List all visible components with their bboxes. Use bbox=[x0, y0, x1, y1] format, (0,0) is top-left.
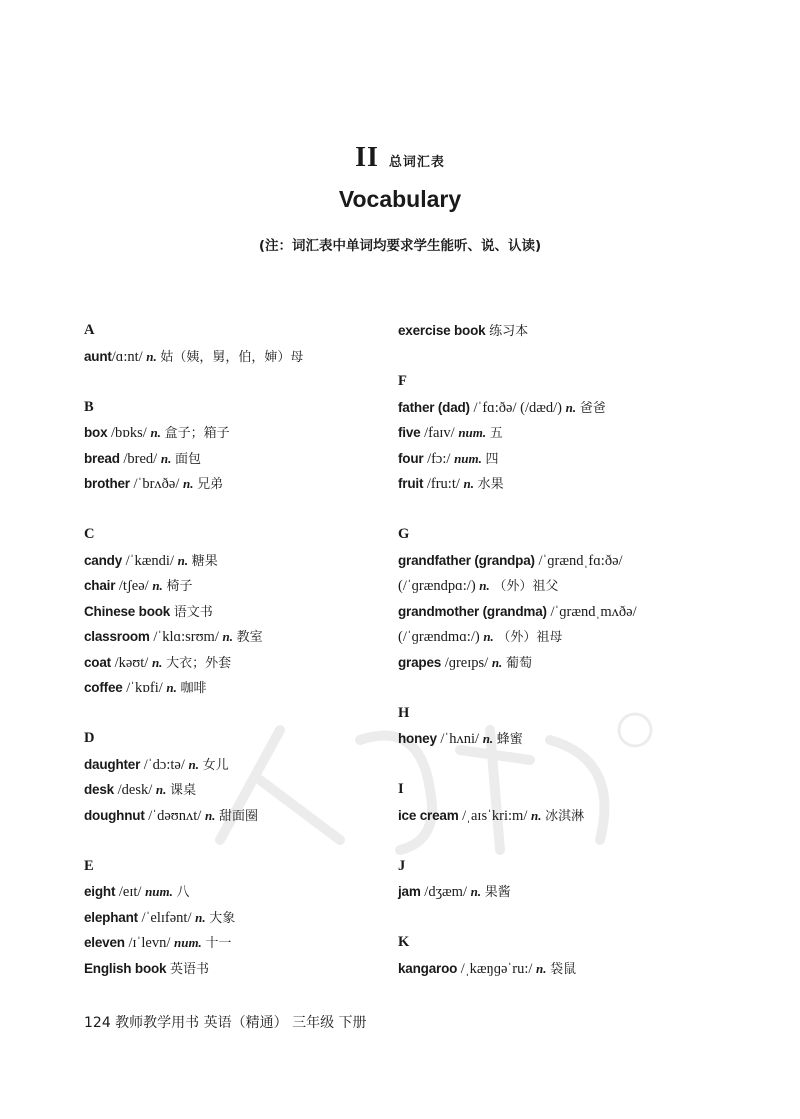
vocab-part-of-speech: n. bbox=[483, 629, 494, 644]
vocab-entry bbox=[398, 624, 728, 650]
vocab-meaning: 姑（姨，舅，伯，婶）母 bbox=[160, 349, 304, 365]
vocab-word: aunt bbox=[84, 348, 112, 364]
vocab-phonetic: /ˈklɑ:srʊm/ bbox=[149, 629, 219, 645]
vocab-part-of-speech: n. bbox=[160, 450, 172, 466]
vocab-phonetic: /fɔ:/ bbox=[423, 450, 451, 467]
vocab-phonetic: /ˈfɑ:ðə/ (/dæd/) bbox=[469, 399, 563, 416]
vocab-entry bbox=[84, 420, 384, 446]
vocabulary-note: (注：词汇表中单词均要求学生能听、说、认读) bbox=[258, 238, 542, 254]
vocab-meaning: 课桌 bbox=[169, 783, 196, 798]
vocab-phonetic: /ˈdəʊnʌt/ bbox=[144, 807, 202, 824]
vocab-entry bbox=[398, 395, 728, 421]
vocab-part-of-speech: n. bbox=[565, 399, 577, 415]
vocab-part-of-speech: n. bbox=[183, 476, 194, 491]
vocab-part-of-speech: num. bbox=[145, 884, 173, 899]
vocab-phonetic: /bred/ bbox=[119, 450, 158, 467]
vocab-entry bbox=[398, 956, 728, 982]
vocab-part-of-speech: num. bbox=[173, 935, 202, 950]
vocab-entry bbox=[398, 446, 728, 472]
page-title bbox=[0, 142, 800, 174]
vocab-entry bbox=[84, 548, 384, 574]
vocab-meaning: 十一 bbox=[205, 936, 232, 951]
vocab-phonetic: /ˈkɒfi/ bbox=[122, 680, 163, 696]
vocab-part-of-speech: n. bbox=[146, 348, 157, 364]
vocab-meaning: 兄弟 bbox=[197, 477, 224, 492]
vocab-phonetic: /eɪt/ bbox=[115, 884, 142, 900]
vocab-entry bbox=[84, 650, 384, 676]
vocab-word: father (dad) bbox=[398, 399, 470, 415]
section-letter: E bbox=[84, 857, 94, 874]
vocab-meaning: （外）祖父 bbox=[493, 579, 559, 594]
vocab-meaning: 语文书 bbox=[173, 604, 213, 620]
vocab-meaning: 盒子；箱子 bbox=[164, 426, 230, 441]
vocab-entry bbox=[398, 318, 728, 344]
vocab-word: Chinese book bbox=[84, 603, 171, 619]
vocab-phonetic: /ɡreɪps/ bbox=[441, 654, 489, 671]
vocab-meaning: 大衣；外套 bbox=[166, 655, 232, 671]
vocab-phonetic: /desk/ bbox=[113, 782, 153, 798]
vocab-entry bbox=[84, 777, 384, 803]
vocab-entry bbox=[398, 879, 728, 905]
vocab-part-of-speech: n. bbox=[151, 654, 163, 670]
vocab-entry bbox=[84, 624, 384, 650]
vocab-phonetic: (/ˈɡrændpɑ:/) bbox=[398, 578, 476, 594]
vocab-phonetic: /kəʊt/ bbox=[110, 654, 149, 671]
vocab-phonetic: /ɪˈlevn/ bbox=[124, 935, 171, 951]
vocab-entry bbox=[84, 803, 384, 829]
vocab-entry bbox=[84, 752, 384, 778]
vocab-meaning: 四 bbox=[485, 451, 499, 467]
vocab-word: coffee bbox=[84, 680, 123, 695]
vocab-meaning: 椅子 bbox=[166, 579, 193, 594]
vocab-phonetic: /ˌkæŋɡəˈru:/ bbox=[457, 960, 533, 977]
vocab-entry bbox=[398, 599, 728, 625]
vocab-word: eight bbox=[84, 884, 116, 899]
vocab-word: candy bbox=[84, 552, 123, 568]
vocab-meaning: 英语书 bbox=[169, 961, 209, 977]
vocab-word: bread bbox=[84, 450, 120, 466]
vocab-meaning: 爸爸 bbox=[579, 400, 606, 416]
vocab-word: chair bbox=[84, 578, 116, 593]
page-subtitle: Vocabulary bbox=[338, 186, 462, 212]
vocab-word: desk bbox=[84, 782, 114, 797]
vocab-part-of-speech: n. bbox=[222, 629, 233, 644]
vocab-meaning: 甜面圈 bbox=[219, 808, 259, 824]
page-footer: 124 教师教学用书 英语（精通） 三年级 下册 bbox=[84, 1015, 367, 1031]
vocab-meaning: 大象 bbox=[209, 910, 236, 926]
vocab-entry bbox=[398, 420, 728, 446]
vocab-phonetic: /ˈelɪfənt/ bbox=[137, 909, 192, 926]
section-letter: H bbox=[398, 704, 410, 721]
vocabulary-right-column bbox=[398, 318, 728, 981]
vocab-phonetic: /dʒæm/ bbox=[420, 884, 467, 900]
vocab-entry bbox=[398, 650, 728, 676]
vocab-part-of-speech: n. bbox=[531, 807, 542, 823]
vocab-entry bbox=[84, 956, 384, 982]
vocab-word: classroom bbox=[84, 629, 150, 644]
vocab-entry bbox=[398, 471, 728, 497]
section-letter: K bbox=[398, 934, 410, 950]
vocab-meaning: 袋鼠 bbox=[550, 961, 577, 977]
vocab-phonetic: /ˈhʌni/ bbox=[436, 731, 480, 747]
section-letter: B bbox=[84, 398, 94, 415]
vocab-word: jam bbox=[398, 884, 421, 899]
vocab-part-of-speech: num. bbox=[454, 450, 482, 466]
vocab-entry bbox=[84, 879, 384, 905]
vocab-meaning: 教室 bbox=[236, 630, 263, 645]
vocab-entry bbox=[84, 344, 384, 370]
vocab-entry bbox=[398, 548, 728, 574]
vocab-phonetic: /ˈɡrændˌmʌðə/ bbox=[546, 603, 637, 620]
title-roman-numeral: II bbox=[355, 142, 379, 173]
vocab-part-of-speech: n. bbox=[482, 731, 494, 746]
vocab-entry bbox=[398, 803, 728, 829]
vocab-word: kangaroo bbox=[398, 960, 458, 976]
vocab-part-of-speech: n. bbox=[166, 680, 177, 695]
vocab-phonetic: /tʃeə/ bbox=[115, 578, 149, 594]
vocab-part-of-speech: n. bbox=[470, 884, 482, 899]
vocab-meaning: 八 bbox=[176, 885, 190, 900]
vocab-entry bbox=[84, 573, 384, 599]
vocab-entry bbox=[398, 573, 728, 599]
vocab-part-of-speech: n. bbox=[491, 654, 503, 670]
vocab-entry bbox=[84, 905, 384, 931]
vocab-part-of-speech: n. bbox=[204, 807, 216, 823]
vocab-phonetic: /ˈkændi/ bbox=[122, 552, 174, 569]
vocab-part-of-speech: n. bbox=[195, 909, 206, 925]
vocab-entry bbox=[84, 599, 384, 625]
vocabulary-left-column bbox=[84, 318, 384, 981]
vocab-word: ice cream bbox=[398, 807, 459, 823]
vocab-meaning: 五 bbox=[489, 426, 503, 441]
vocab-word: honey bbox=[398, 731, 437, 746]
vocab-entry bbox=[84, 471, 384, 497]
vocab-entry bbox=[84, 930, 384, 956]
vocab-phonetic: /ˈɡrændˌfɑ:ðə/ bbox=[534, 552, 623, 569]
section-letter: J bbox=[398, 857, 406, 874]
section-letter: C bbox=[84, 526, 95, 542]
vocab-word: daughter bbox=[84, 756, 141, 772]
vocab-word: box bbox=[84, 425, 108, 440]
vocab-entry bbox=[84, 675, 384, 701]
vocab-phonetic: /fru:t/ bbox=[423, 476, 460, 492]
vocab-part-of-speech: n. bbox=[479, 578, 490, 593]
vocab-part-of-speech: n. bbox=[152, 578, 163, 593]
vocab-word: exercise book bbox=[398, 323, 486, 338]
vocab-word: eleven bbox=[84, 935, 125, 950]
vocab-entry bbox=[84, 446, 384, 472]
vocab-part-of-speech: n. bbox=[536, 960, 547, 976]
vocab-word: doughnut bbox=[84, 807, 145, 823]
vocab-meaning: 果酱 bbox=[484, 885, 511, 900]
section-letter: A bbox=[84, 322, 95, 338]
vocab-phonetic: /ˈbrʌðə/ bbox=[129, 476, 180, 492]
vocab-word: brother bbox=[84, 476, 130, 491]
vocab-meaning: 练习本 bbox=[489, 324, 529, 339]
vocab-meaning: 水果 bbox=[477, 477, 504, 492]
vocab-word: five bbox=[398, 425, 421, 440]
vocab-word: elephant bbox=[84, 909, 138, 925]
vocab-meaning: （外）祖母 bbox=[497, 630, 563, 645]
vocab-meaning: 冰淇淋 bbox=[545, 808, 585, 824]
vocab-meaning: 面包 bbox=[174, 451, 201, 467]
vocab-meaning: 蜂蜜 bbox=[496, 732, 523, 747]
vocab-phonetic: /ˈdɔ:tə/ bbox=[140, 756, 185, 773]
vocab-phonetic: /ˌaɪsˈkri:m/ bbox=[458, 807, 528, 824]
vocab-meaning: 咖啡 bbox=[180, 681, 207, 696]
vocab-word: grandmother (grandma) bbox=[398, 603, 547, 619]
vocab-entry bbox=[398, 726, 728, 752]
vocab-part-of-speech: n. bbox=[463, 476, 475, 491]
vocab-word: four bbox=[398, 450, 424, 466]
vocab-word: grandfather (grandpa) bbox=[398, 552, 535, 568]
vocab-word: fruit bbox=[398, 476, 424, 491]
vocab-part-of-speech: n. bbox=[188, 756, 199, 772]
vocab-meaning: 女儿 bbox=[202, 757, 229, 773]
section-letter: F bbox=[398, 373, 407, 389]
vocab-phonetic: /bɒks/ bbox=[107, 425, 147, 441]
section-letter: I bbox=[398, 781, 404, 797]
vocab-part-of-speech: n. bbox=[150, 425, 161, 440]
vocab-part-of-speech: n. bbox=[177, 552, 189, 568]
vocab-part-of-speech: n. bbox=[155, 782, 167, 797]
vocab-phonetic: (/ˈɡrændmɑ:/) bbox=[398, 629, 480, 645]
section-letter: D bbox=[84, 730, 95, 746]
section-letter: G bbox=[398, 526, 410, 542]
vocab-word: grapes bbox=[398, 654, 442, 670]
vocab-word: coat bbox=[84, 654, 111, 670]
vocab-phonetic: /faɪv/ bbox=[420, 425, 455, 441]
title-chinese: 总词汇表 bbox=[388, 155, 445, 170]
vocab-phonetic: /ɑ:nt/ bbox=[111, 348, 143, 365]
vocab-meaning: 葡萄 bbox=[505, 655, 532, 671]
vocab-word: English book bbox=[84, 960, 167, 976]
vocab-meaning: 糖果 bbox=[191, 553, 218, 569]
vocab-part-of-speech: num. bbox=[458, 425, 487, 440]
